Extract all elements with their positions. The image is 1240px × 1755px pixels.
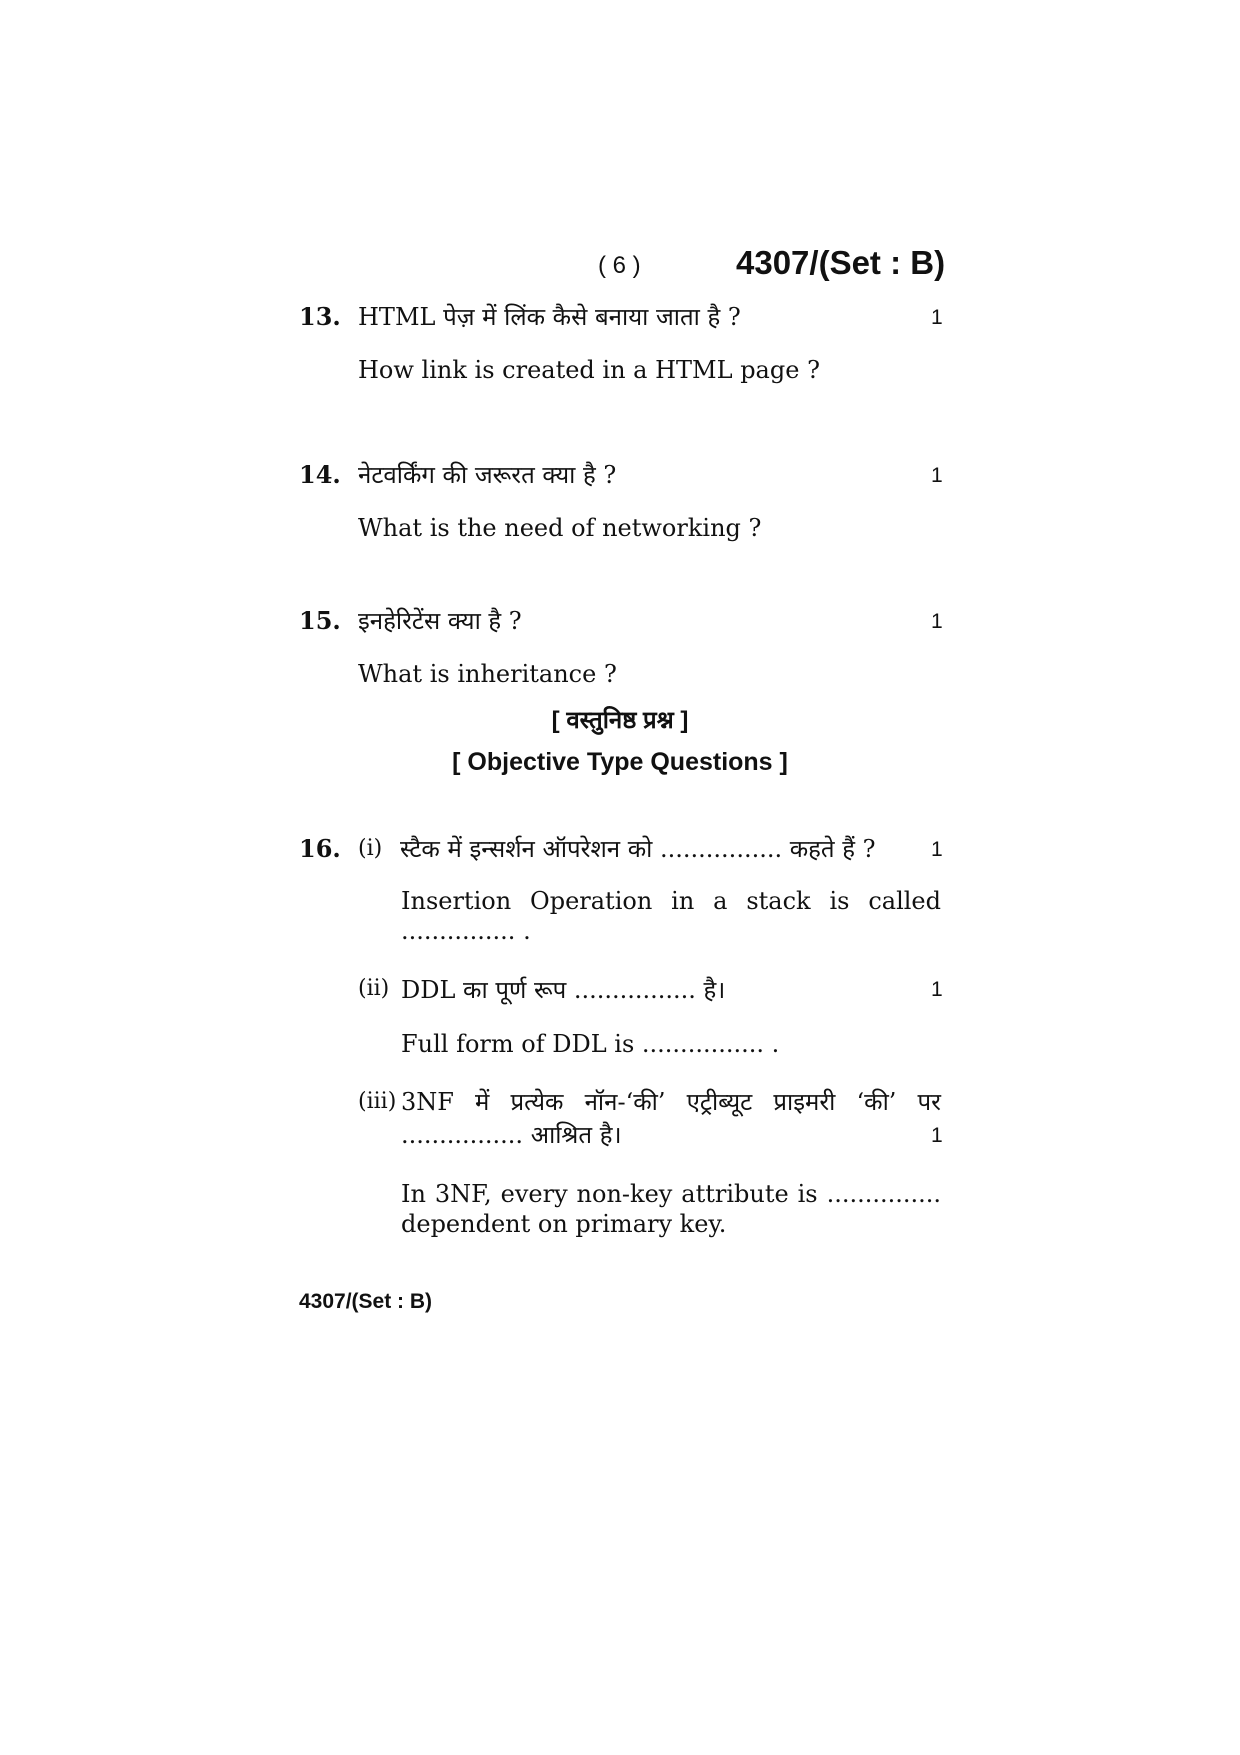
part-text-english-continued: dependent on primary key. <box>401 1210 727 1238</box>
question-marks: 1 <box>931 306 943 329</box>
section-heading-hindi: [ वस्तुनिष्ठ प्रश्न ] <box>551 707 689 734</box>
part-text-english-continued: ............... . <box>401 917 531 945</box>
question-text-hindi: नेटवर्किंग की जरूरत क्या है ? <box>358 461 617 489</box>
question-marks: 1 <box>931 464 943 487</box>
part-text-english: Full form of DDL is ................ . <box>401 1030 780 1058</box>
question-text-english: How link is created in a HTML page ? <box>358 356 820 384</box>
paper-code-footer: 4307/(Set : B) <box>299 1290 433 1313</box>
question-number: 13. <box>299 302 341 331</box>
part-marks: 1 <box>931 978 943 1001</box>
question-text-hindi: HTML पेज़ में लिंक कैसे बनाया जाता है ? <box>358 303 741 331</box>
paper-code-header: 4307/(Set : B) <box>736 244 946 281</box>
section-heading-english: [ Objective Type Questions ] <box>452 748 788 776</box>
part-label: (iii) <box>358 1089 397 1114</box>
part-text-english: Insertion Operation in a stack is called <box>401 887 941 915</box>
part-text-hindi-continued: ................ आश्रित है। <box>401 1121 622 1149</box>
question-number: 16. <box>299 834 341 863</box>
part-text-hindi: 3NF में प्रत्येक नॉन-‘की’ एट्रीब्यूट प्राइमरी ‘की’ पर <box>401 1088 941 1116</box>
question-text-english: What is inheritance ? <box>358 660 617 688</box>
question-text-hindi: इनहेरिटेंस क्या है ? <box>358 607 522 635</box>
part-marks: 1 <box>931 838 943 861</box>
question-marks: 1 <box>931 610 943 633</box>
part-text-hindi: स्टैक में इन्सर्शन ऑपरेशन को ................ कहते हैं ? <box>400 835 876 863</box>
page-number: ( 6 ) <box>598 252 641 279</box>
part-text-english: In 3NF, every non-key attribute is ............... <box>401 1180 941 1208</box>
question-number: 14. <box>299 460 341 489</box>
question-number: 15. <box>299 606 341 635</box>
part-text-hindi: DDL का पूर्ण रूप ................ है। <box>401 976 726 1004</box>
part-label: (i) <box>358 836 383 861</box>
question-text-english: What is the need of networking ? <box>358 514 762 542</box>
part-label: (ii) <box>358 976 390 1001</box>
part-marks: 1 <box>931 1124 943 1147</box>
